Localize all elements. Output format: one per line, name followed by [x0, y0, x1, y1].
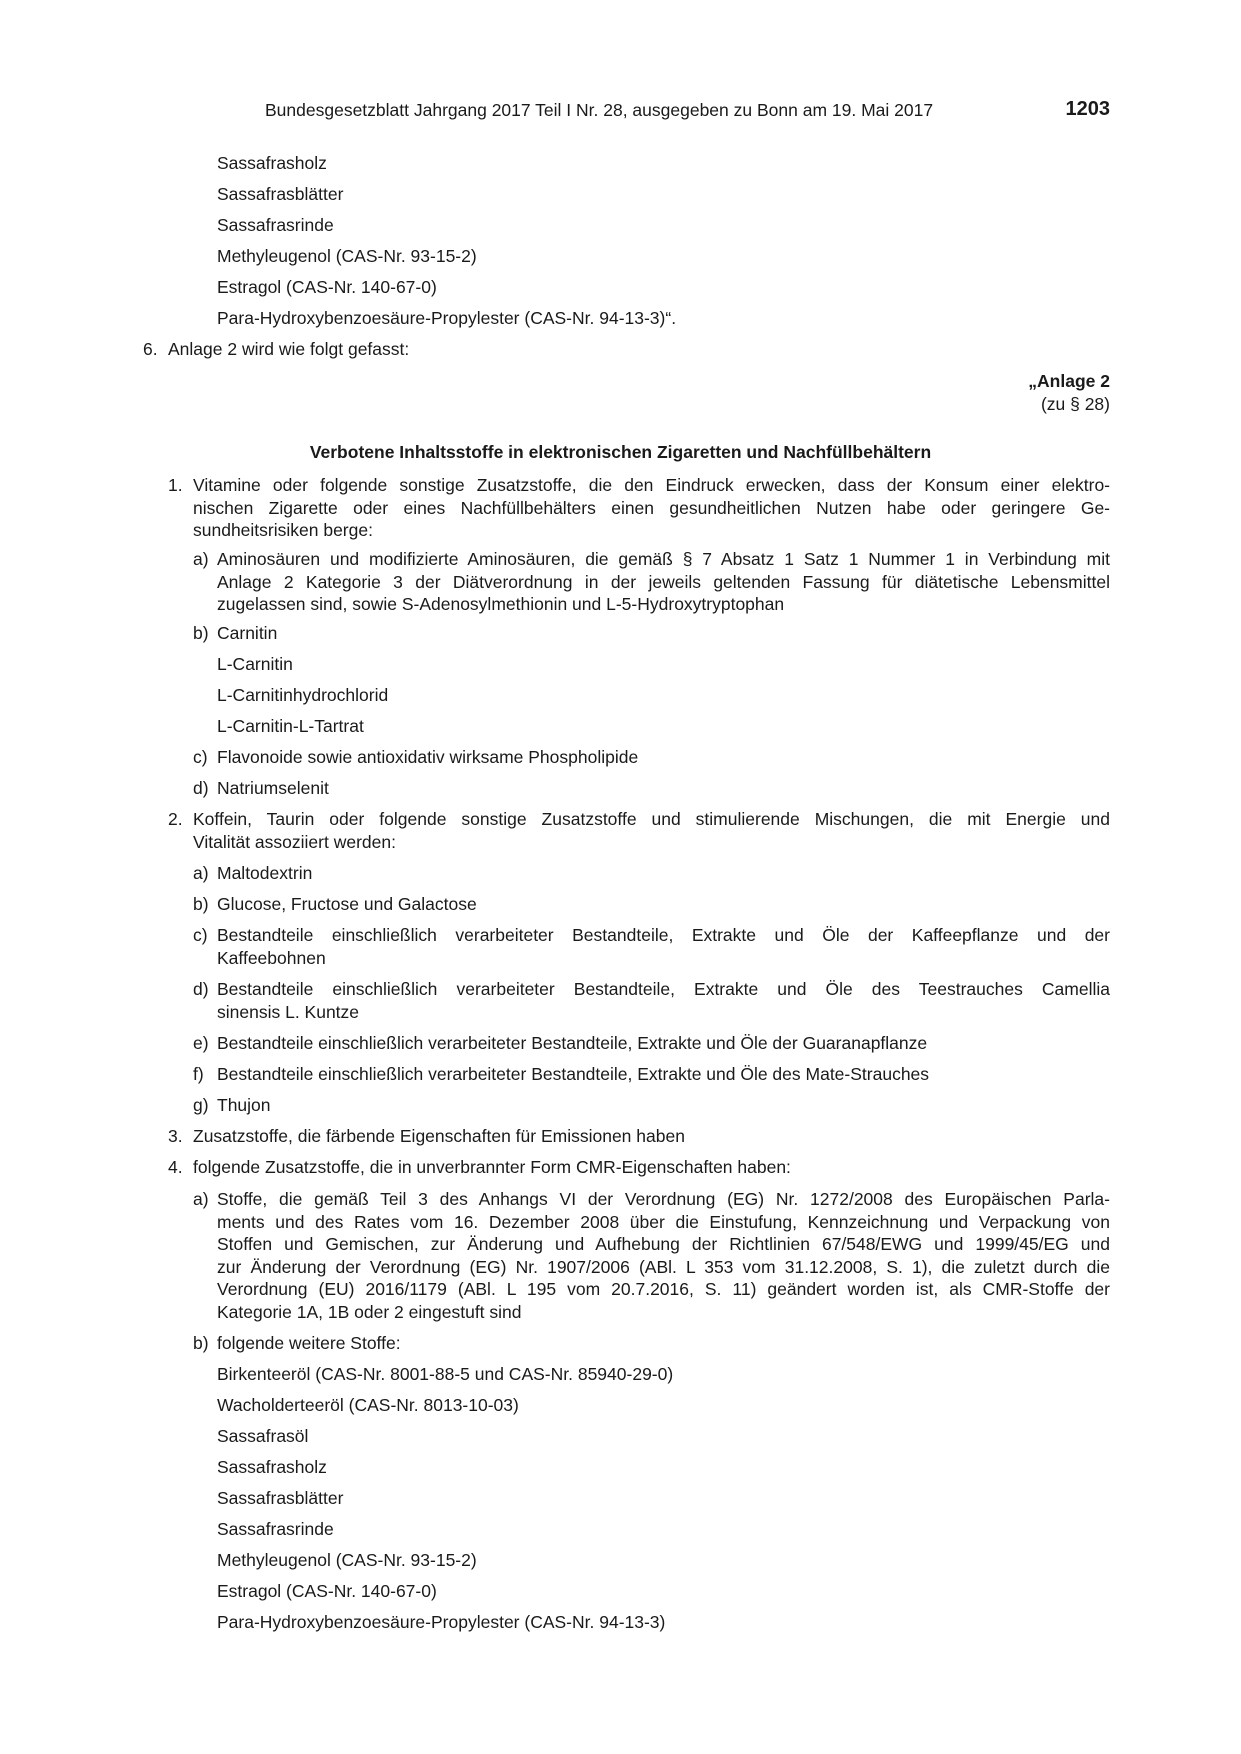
item-4a-line: Kategorie 1A, 1B oder 2 eingestuft sind — [217, 1301, 522, 1322]
item-1b-sub: L-Carnitin-L-Tartrat — [217, 716, 364, 736]
section-1-line: Vitamine oder folgende sonstige Zusatzstoffe, die den Eindruck erwecken, dass der Konsum einer elektro- — [193, 475, 1110, 495]
top-list-item: Methyleugenol (CAS-Nr. 93-15-2) — [217, 246, 477, 266]
item-4b-sub: Estragol (CAS-Nr. 140-67-0) — [217, 1581, 437, 1601]
item-label: a) — [193, 1189, 209, 1209]
item-1b-sub: L-Carnitinhydrochlorid — [217, 685, 389, 705]
section-3-number: 3. — [168, 1126, 183, 1146]
item-2b-text: Glucose, Fructose und Galactose — [217, 894, 477, 914]
item-2g-text: Thujon — [217, 1095, 271, 1115]
item-4b-sub: Para-Hydroxybenzoesäure-Propylester (CAS-Nr. 94-13-3) — [217, 1612, 666, 1632]
top-list-item: Para-Hydroxybenzoesäure-Propylester (CAS-Nr. 94-13-3)“. — [217, 308, 677, 328]
item-label: d) — [193, 979, 209, 999]
item-4b-sub: Sassafrasrinde — [217, 1519, 334, 1539]
section-4-number: 4. — [168, 1157, 183, 1177]
item-4a-line: Verordnung (EU) 2016/1179 (ABl. L 195 vom 20.7.2016, S. 11) geändert worden ist, als CMR-Stoffe der — [217, 1279, 1110, 1299]
item-1d-text: Natriumselenit — [217, 778, 329, 798]
item-label: c) — [193, 747, 208, 767]
item-label: b) — [193, 1333, 209, 1353]
item-1a-line: Anlage 2 Kategorie 3 der Diätverordnung in der jeweils geltenden Fassung für diätetische Lebensmittel — [217, 571, 1110, 592]
page-number: 1203 — [1065, 98, 1110, 120]
item-2c-line: Bestandteile einschließlich verarbeiteter Bestandteile, Extrakte und Öle der Kaffeepflanze und der — [217, 925, 1110, 945]
item-label: f) — [193, 1064, 204, 1084]
item-6-number: 6. — [143, 339, 158, 359]
item-4b-sub: Sassafrasöl — [217, 1426, 309, 1446]
item-4a-line: zur Änderung der Verordnung (EG) Nr. 1907/2006 (ABl. L 353 vom 31.12.2008, S. 1), die zuletzt durch die — [217, 1256, 1110, 1277]
item-1b-sub: L-Carnitin — [217, 654, 293, 674]
section-2-number: 2. — [168, 809, 183, 829]
item-2e-text: Bestandteile einschließlich verarbeiteter Bestandteile, Extrakte und Öle der Guaranapflanze — [217, 1033, 928, 1053]
top-list-item: Estragol (CAS-Nr. 140-67-0) — [217, 277, 437, 297]
item-label: e) — [193, 1033, 209, 1053]
item-6-text: Anlage 2 wird wie folgt gefasst: — [168, 339, 410, 359]
top-list-item: Sassafrasholz — [217, 153, 327, 173]
item-1a-line: zugelassen sind, sowie S-Adenosylmethionin und L-5-Hydroxytryptophan — [217, 594, 785, 614]
item-label: b) — [193, 623, 209, 643]
item-1c-text: Flavonoide sowie antioxidativ wirksame Phospholipide — [217, 747, 639, 767]
item-2d-line: Bestandteile einschließlich verarbeiteter Bestandteile, Extrakte und Öle des Teestrauches Camellia — [217, 979, 1110, 999]
item-2a-text: Maltodextrin — [217, 863, 313, 883]
item-4b-sub: Wacholderteeröl (CAS-Nr. 8013-10-03) — [217, 1395, 519, 1415]
item-4a-line: Stoffen und Gemischen, zur Änderung und Aufhebung der Richtlinien 67/548/EWG und 1999/45/EG und — [217, 1234, 1110, 1254]
top-list-item: Sassafrasblätter — [217, 184, 344, 204]
section-4-text: folgende Zusatzstoffe, die in unverbrannter Form CMR-Eigenschaften haben: — [193, 1157, 791, 1177]
top-list-item: Sassafrasrinde — [217, 215, 334, 235]
item-4b-sub: Methyleugenol (CAS-Nr. 93-15-2) — [217, 1550, 477, 1570]
item-4b-sub: Birkenteeröl (CAS-Nr. 8001-88-5 und CAS-Nr. 85940-29-0) — [217, 1364, 674, 1384]
anlage-reference: (zu § 28) — [1040, 394, 1110, 414]
item-4b-sub: Sassafrasblätter — [217, 1488, 344, 1508]
item-2d-line: sinensis L. Kuntze — [217, 1001, 360, 1022]
section-1-line: sundheitsrisiken berge: — [193, 520, 373, 540]
section-title: Verbotene Inhaltsstoffe in elektronischen Zigaretten und Nachfüllbehältern — [309, 442, 932, 462]
item-2f-text: Bestandteile einschließlich verarbeiteter Bestandteile, Extrakte und Öle des Mate-Strauches — [217, 1064, 930, 1084]
item-4b-text: folgende weitere Stoffe: — [217, 1333, 401, 1353]
item-4b-sub: Sassafrasholz — [217, 1457, 327, 1477]
item-4a-line: Stoffe, die gemäß Teil 3 des Anhangs VI der Verordnung (EG) Nr. 1272/2008 des Europäischen Parla- — [217, 1189, 1110, 1209]
item-label: a) — [193, 549, 209, 569]
item-label: a) — [193, 863, 209, 883]
section-2-line: Vitalität assoziiert werden: — [193, 831, 396, 852]
section-2-line: Koffein, Taurin oder folgende sonstige Zusatzstoffe und stimulierende Mischungen, die mit Energie und — [193, 809, 1110, 829]
anlage-title: „Anlage 2 — [1028, 371, 1110, 391]
section-3-text: Zusatzstoffe, die färbende Eigenschaften für Emissionen haben — [193, 1126, 685, 1146]
item-label: g) — [193, 1095, 209, 1115]
item-label: b) — [193, 894, 209, 914]
item-1a-line: Aminosäuren und modifizierte Aminosäuren, die gemäß § 7 Absatz 1 Satz 1 Nummer 1 in Verbindung mit — [217, 549, 1110, 569]
item-2c-line: Kaffeebohnen — [217, 947, 326, 968]
item-label: d) — [193, 778, 209, 798]
section-1-line: nischen Zigarette oder eines Nachfüllbehälters einen gesundheitlichen Nutzen habe oder geringere Ge- — [193, 497, 1110, 518]
item-4a-line: ments und des Rates vom 16. Dezember 2008 über die Einstufung, Kennzeichnung und Verpackung von — [217, 1211, 1110, 1232]
running-header: Bundesgesetzblatt Jahrgang 2017 Teil I Nr. 28, ausgegeben zu Bonn am 19. Mai 2017 — [265, 100, 934, 120]
section-1-number: 1. — [168, 475, 183, 495]
item-1b-text: Carnitin — [217, 623, 278, 643]
item-label: c) — [193, 925, 208, 945]
